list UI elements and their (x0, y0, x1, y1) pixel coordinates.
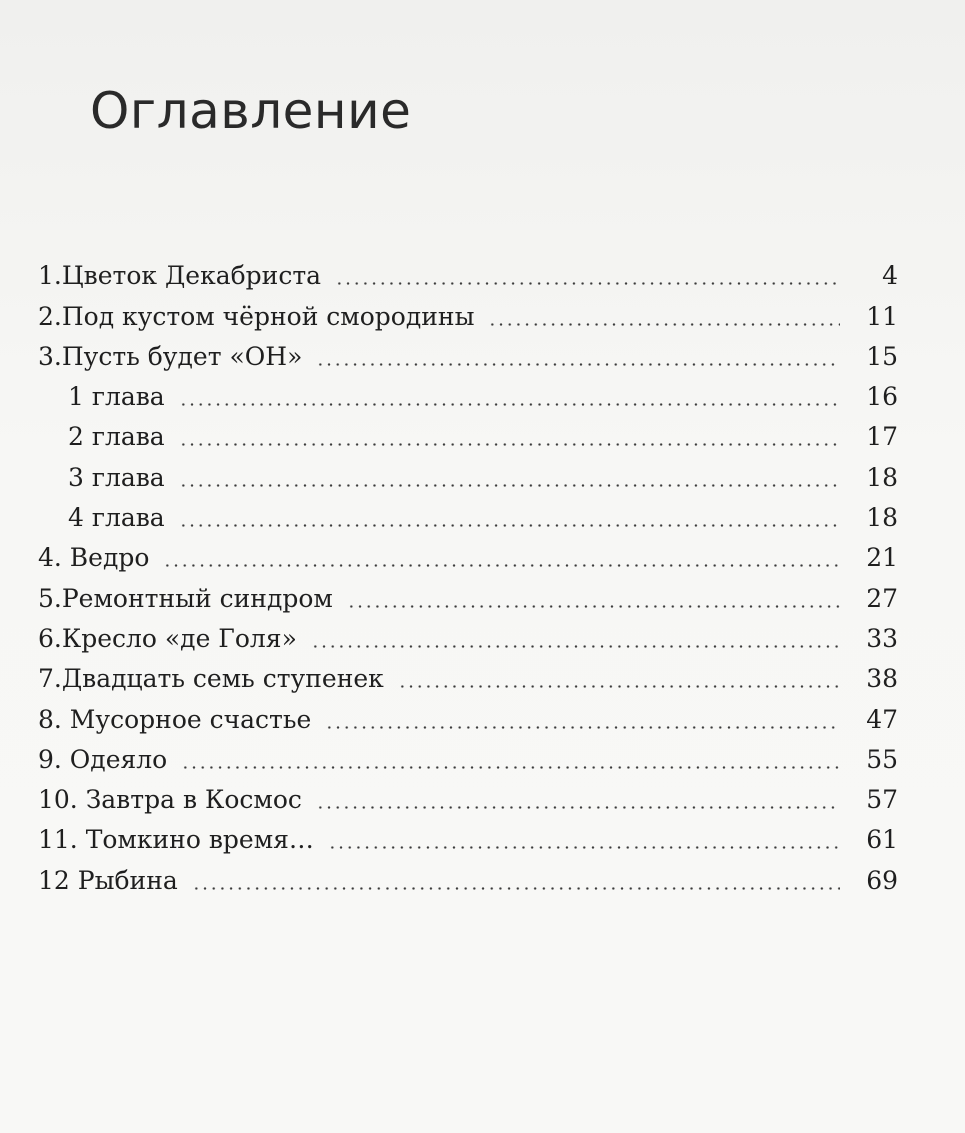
toc-entry-title: 2.Под кустом чёрной смородины (38, 301, 475, 331)
toc-entry-title: 4. Ведро (38, 543, 150, 573)
dot-leader (179, 443, 840, 446)
dot-leader (179, 403, 840, 406)
dot-leader (347, 605, 840, 608)
toc-entry (38, 736, 898, 776)
dot-leader (179, 484, 840, 487)
toc-entry-title: 5.Ремонтный синдром (38, 583, 333, 613)
page-title: Оглавление (90, 82, 412, 140)
toc-subentry (38, 494, 898, 534)
table-of-contents (38, 252, 898, 897)
toc-entry-title: 12 Рыбина (38, 865, 178, 895)
toc-page-number: 47 (866, 704, 898, 734)
dot-leader (325, 726, 840, 729)
toc-entry (38, 655, 898, 695)
toc-page-number: 17 (866, 422, 898, 452)
dot-leader (316, 806, 840, 809)
toc-page-number: 18 (866, 503, 898, 533)
dot-leader (335, 282, 840, 285)
toc-entry-title: 2 глава (68, 422, 165, 452)
toc-entry-title: 1.Цветок Декабриста (38, 261, 322, 291)
toc-subentry (38, 453, 898, 493)
toc-entry-title: 8. Мусорное счастье (38, 704, 312, 734)
toc-entry (38, 574, 898, 614)
toc-page-number: 11 (866, 301, 898, 331)
toc-page-number: 16 (866, 382, 898, 412)
toc-subentry (38, 413, 898, 453)
toc-entry-title: 11. Томкино время… (38, 825, 314, 855)
toc-entry (38, 816, 898, 856)
toc-page-number: 4 (882, 261, 898, 291)
toc-page-number: 21 (866, 543, 898, 573)
toc-page-number: 38 (866, 664, 898, 694)
toc-page-number: 61 (866, 825, 898, 855)
toc-entry-title: 6.Кресло «де Голя» (38, 623, 297, 653)
toc-entry (38, 333, 898, 373)
toc-page-number: 55 (866, 744, 898, 774)
dot-leader (488, 323, 840, 326)
dot-leader (163, 564, 840, 567)
toc-entry (38, 856, 898, 896)
toc-entry-title: 7.Двадцать семь ступенек (38, 664, 384, 694)
toc-page-number: 69 (866, 865, 898, 895)
toc-entry (38, 292, 898, 332)
toc-entry (38, 695, 898, 735)
dot-leader (181, 766, 840, 769)
toc-entry (38, 776, 898, 816)
toc-page-number: 57 (866, 785, 898, 815)
dot-leader (398, 685, 840, 688)
toc-subentry (38, 373, 898, 413)
toc-entry-title: 9. Одеяло (38, 744, 168, 774)
toc-page-number: 18 (866, 462, 898, 492)
toc-entry-title: 3.Пусть будет «ОН» (38, 341, 303, 371)
toc-entry (38, 534, 898, 574)
dot-leader (328, 846, 840, 849)
dot-leader (311, 645, 840, 648)
dot-leader (179, 524, 840, 527)
toc-entry (38, 252, 898, 292)
toc-page-number: 33 (866, 623, 898, 653)
toc-page-number: 27 (866, 583, 898, 613)
toc-entry-title: 3 глава (68, 462, 165, 492)
dot-leader (316, 363, 840, 366)
toc-page-number: 15 (866, 341, 898, 371)
toc-entry (38, 615, 898, 655)
toc-entry-title: 1 глава (68, 382, 165, 412)
toc-entry-title: 4 глава (68, 503, 165, 533)
dot-leader (192, 887, 840, 890)
toc-entry-title: 10. Завтра в Космос (38, 785, 302, 815)
